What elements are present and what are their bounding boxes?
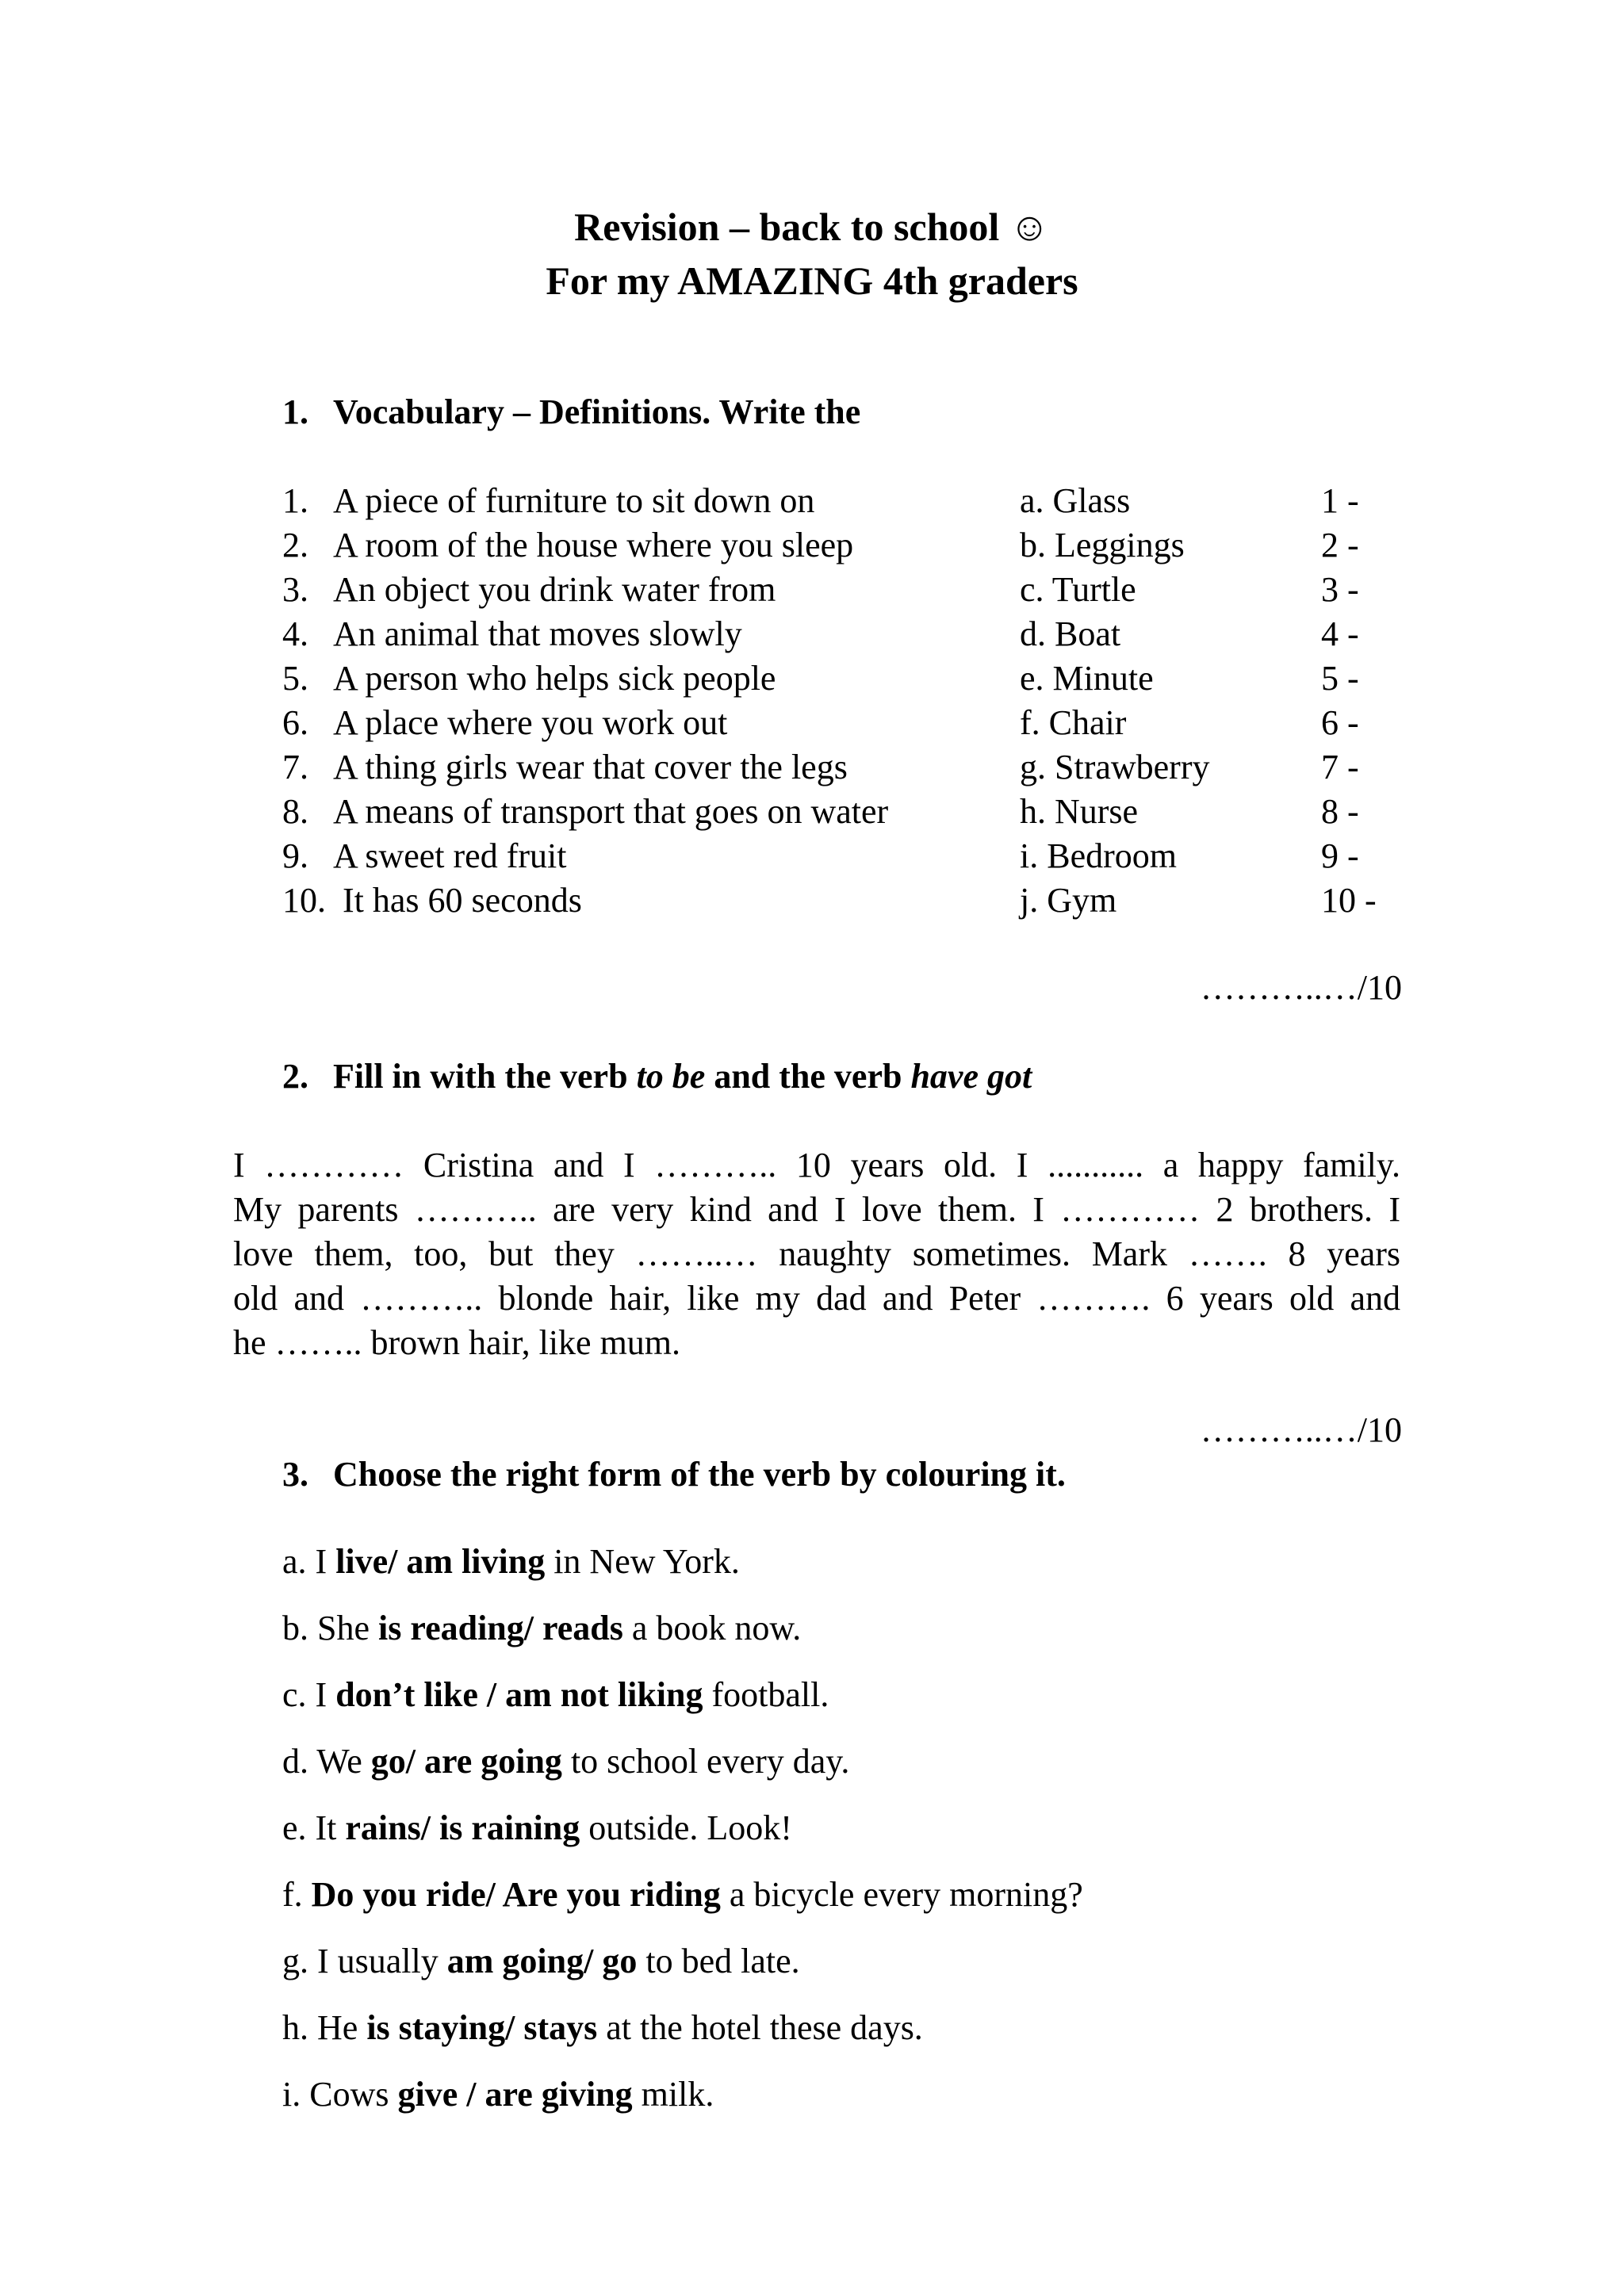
vocab-option: f. Chair xyxy=(1020,703,1127,742)
choice-prefix: c. I xyxy=(282,1675,336,1714)
vocab-definition: An object you drink water from xyxy=(333,570,776,609)
section-1-heading xyxy=(282,390,860,434)
vocab-number: 8. xyxy=(282,792,308,831)
section-3-number: 3. xyxy=(282,1455,308,1494)
vocab-definition: A person who helps sick people xyxy=(333,659,776,698)
verb-options[interactable]: give / are giving xyxy=(397,2075,633,2114)
paragraph-line[interactable]: love them, too, but they ……..… naughty sometimes. Mark ……. 8 years xyxy=(233,1234,1400,1273)
verb-choice-item xyxy=(282,1606,801,1651)
vocab-answer-slot[interactable]: 8 - xyxy=(1321,792,1359,831)
vocab-definition: It has 60 seconds xyxy=(343,881,582,920)
vocab-row xyxy=(282,701,1392,745)
verb-choice-item xyxy=(282,2072,714,2117)
vocab-answer-slot[interactable]: 9 - xyxy=(1321,836,1359,875)
choice-prefix: f. xyxy=(282,1875,312,1914)
vocab-number: 3. xyxy=(282,570,308,609)
vocab-definition: A sweet red fruit xyxy=(333,836,567,875)
verb-choice-item xyxy=(282,2006,923,2050)
vocab-definition: A thing girls wear that cover the legs xyxy=(333,748,848,786)
title-line-2: For my AMAZING 4th graders xyxy=(546,258,1078,303)
vocab-definition: An animal that moves slowly xyxy=(333,614,742,653)
vocab-option: h. Nurse xyxy=(1020,792,1139,831)
choice-suffix: to school every day. xyxy=(561,1742,850,1781)
verb-options[interactable]: is reading/ reads xyxy=(378,1609,623,1647)
vocab-number: 2. xyxy=(282,526,308,564)
vocab-row xyxy=(282,834,1392,878)
vocab-answer-slot[interactable]: 4 - xyxy=(1321,614,1359,653)
section-3-heading xyxy=(282,1452,1066,1497)
vocab-number: 5. xyxy=(282,659,308,698)
choice-prefix: h. He xyxy=(282,2008,367,2047)
verb-options[interactable]: live/ am living xyxy=(335,1542,546,1581)
vocab-row xyxy=(282,523,1392,568)
vocab-option: e. Minute xyxy=(1020,659,1154,698)
choice-prefix: a. I xyxy=(282,1542,336,1581)
choice-suffix: football. xyxy=(703,1675,829,1714)
section-3-title: Choose the right form of the verb by colouring it. xyxy=(333,1455,1066,1494)
verb-choice-item xyxy=(282,1873,1083,1917)
section-1-title: Vocabulary – Definitions. Write the xyxy=(333,392,861,431)
vocab-row xyxy=(282,656,1392,701)
vocab-number: 7. xyxy=(282,748,308,786)
section-1-number: 1. xyxy=(282,392,308,431)
vocab-option: j. Gym xyxy=(1020,881,1117,920)
vocab-number: 1. xyxy=(282,481,308,520)
vocab-row xyxy=(282,745,1392,790)
verb-options[interactable]: is staying/ stays xyxy=(366,2008,598,2047)
title-line-1: Revision – back to school ☺ xyxy=(574,205,1050,249)
paragraph-line[interactable]: old and ……….. blonde hair, like my dad and Peter ………. 6 years old and xyxy=(233,1279,1400,1318)
vocab-row xyxy=(282,479,1392,523)
section-2-number: 2. xyxy=(282,1057,308,1096)
vocab-number: 4. xyxy=(282,614,308,653)
verb-choice-item xyxy=(282,1739,849,1784)
vocab-answer-slot[interactable]: 1 - xyxy=(1321,481,1359,520)
vocab-row xyxy=(282,568,1392,612)
vocab-definition: A room of the house where you sleep xyxy=(333,526,854,564)
section-2-title-italic-2: have got xyxy=(910,1057,1032,1096)
choice-prefix: d. We xyxy=(282,1742,371,1781)
section-1-score[interactable]: ………..…/10 xyxy=(1200,968,1402,1007)
paragraph-line[interactable]: My parents ……….. are very kind and I love them. I ………… 2 brothers. I xyxy=(233,1190,1400,1229)
verb-options[interactable]: don’t like / am not liking xyxy=(335,1675,703,1714)
vocab-definition: A place where you work out xyxy=(333,703,728,742)
vocab-option: a. Glass xyxy=(1020,481,1131,520)
vocab-number: 6. xyxy=(282,703,308,742)
vocab-option: b. Leggings xyxy=(1020,526,1185,564)
vocab-definition: A piece of furniture to sit down on xyxy=(333,481,815,520)
vocab-row xyxy=(282,612,1392,656)
verb-options[interactable]: go/ are going xyxy=(370,1742,562,1781)
vocab-answer-slot[interactable]: 7 - xyxy=(1321,748,1359,786)
choice-suffix: a book now. xyxy=(622,1609,802,1647)
vocab-row xyxy=(282,790,1392,834)
vocab-answer-slot[interactable]: 10 - xyxy=(1321,881,1377,920)
choice-prefix: g. I usually xyxy=(282,1942,447,1980)
vocab-option: c. Turtle xyxy=(1020,570,1136,609)
choice-suffix: a bicycle every morning? xyxy=(720,1875,1083,1914)
paragraph-line[interactable]: he …….. brown hair, like mum. xyxy=(233,1323,681,1362)
section-2-score[interactable]: ………..…/10 xyxy=(1200,1410,1402,1449)
vocab-option: d. Boat xyxy=(1020,614,1121,653)
fill-in-paragraph xyxy=(233,1143,1400,1365)
vocab-row xyxy=(282,878,1392,923)
verb-choice-item xyxy=(282,1939,800,1984)
section-2-title-part-2: and the verb xyxy=(705,1057,911,1096)
vocab-option: g. Strawberry xyxy=(1020,748,1210,786)
vocab-answer-slot[interactable]: 6 - xyxy=(1321,703,1359,742)
verb-options[interactable]: rains/ is raining xyxy=(345,1808,580,1847)
vocab-answer-slot[interactable]: 3 - xyxy=(1321,570,1359,609)
choice-suffix: milk. xyxy=(632,2075,714,2114)
verb-options[interactable]: Do you ride/ Are you riding xyxy=(311,1875,721,1914)
verb-choice-item xyxy=(282,1673,829,1717)
choice-prefix: b. She xyxy=(282,1609,378,1647)
verb-choice-item xyxy=(282,1806,792,1850)
choice-suffix: to bed late. xyxy=(637,1942,800,1980)
choice-prefix: i. Cows xyxy=(282,2075,398,2114)
vocab-option: i. Bedroom xyxy=(1020,836,1177,875)
verb-choice-item xyxy=(282,1540,740,1584)
vocab-answer-slot[interactable]: 2 - xyxy=(1321,526,1359,564)
section-2-title-part-1: Fill in with the verb xyxy=(333,1057,637,1096)
verb-options[interactable]: am going/ go xyxy=(446,1942,638,1980)
choice-suffix: outside. Look! xyxy=(580,1808,792,1847)
vocab-number: 10. xyxy=(282,881,326,920)
choice-suffix: in New York. xyxy=(545,1542,740,1581)
choice-prefix: e. It xyxy=(282,1808,346,1847)
section-2-title-italic-1: to be xyxy=(636,1057,706,1096)
vocab-number: 9. xyxy=(282,836,308,875)
vocab-definition: A means of transport that goes on water xyxy=(333,792,889,831)
section-2-heading xyxy=(282,1054,1032,1099)
paragraph-line[interactable]: I ………… Cristina and I ……….. 10 years old. I ........... a happy family. xyxy=(233,1146,1400,1184)
vocab-answer-slot[interactable]: 5 - xyxy=(1321,659,1359,698)
choice-suffix: at the hotel these days. xyxy=(597,2008,923,2047)
